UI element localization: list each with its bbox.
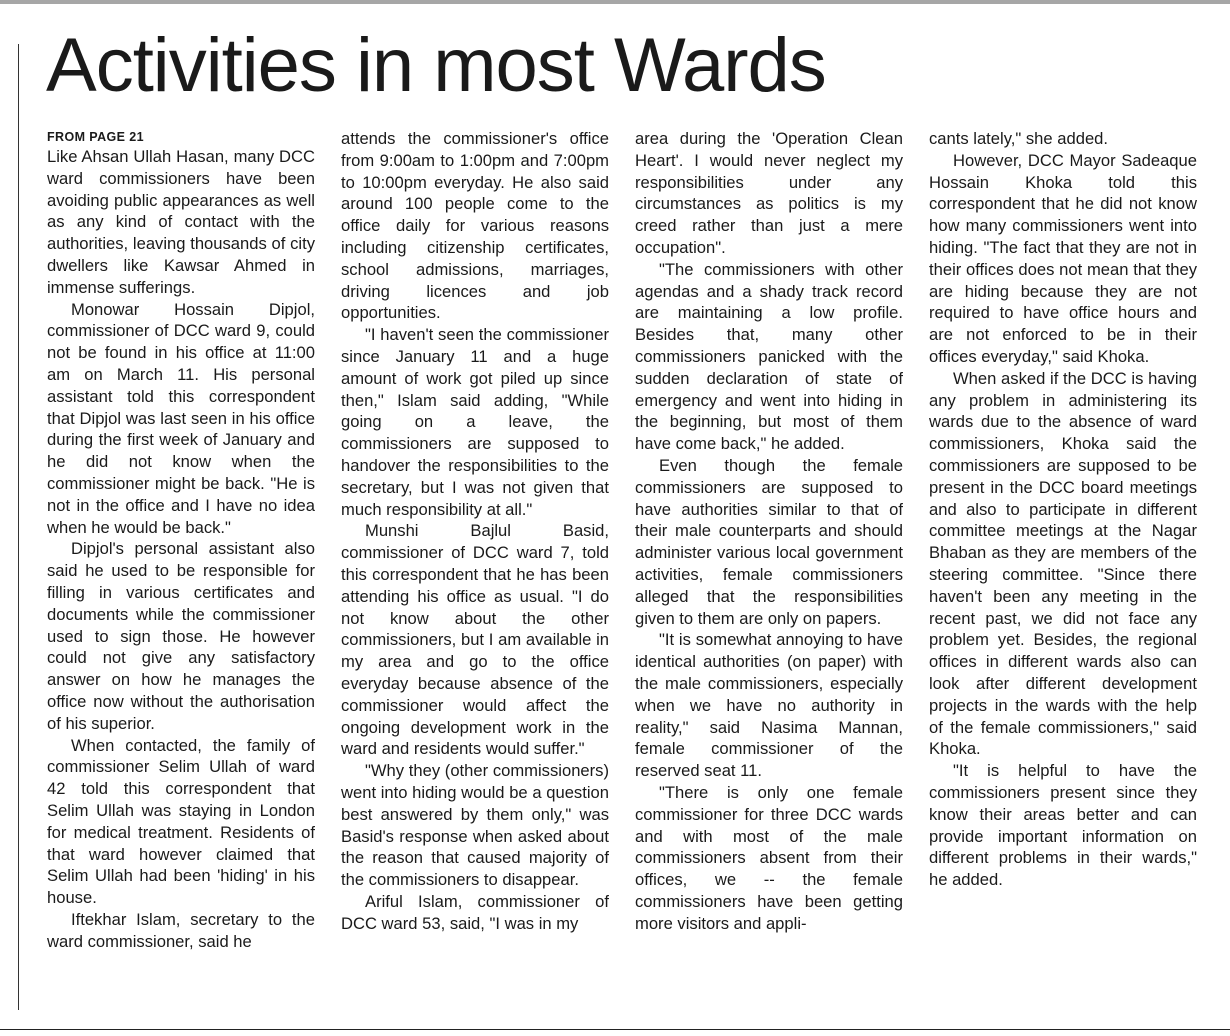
paragraph: "I haven't seen the commissioner since January 11 and a huge amount of work got piled up since then," Islam said adding, "While going on a leave, the commissioners are supposed to handover the responsibilities to the secretary, but I was not given that much responsibility at all." <box>341 325 609 519</box>
jump-line: FROM PAGE 21 <box>47 130 144 144</box>
paragraph: However, DCC Mayor Sadeaque Hossain Khoka told this correspondent that he did not know how many commissioners went into hiding. "The fact that they are not in their offices does not mean that they are hiding because they are not required to have office hours and are not enforced to be in their offices everyday," said Khoka. <box>929 150 1197 366</box>
paragraph: When asked if the DCC is having any problem in administering its wards due to the absence of ward commissioners, Khoka said the commissioners are supposed to be present in the DCC board meetings and also to participate in different committee meetings at the Nagar Bhaban as they are members of the steering committee. "Since there haven't been any meeting in the recent past, we did not face any problem yet. Besides, the regional offices in different wards also can look after different development projects in the wards with the help of the female commissioners," said Khoka. <box>929 368 1197 759</box>
left-column-rule <box>18 44 19 1010</box>
article-column-3 <box>635 128 903 1018</box>
article-column-4 <box>929 128 1197 1018</box>
paragraph: "Why they (other commissioners) went into hiding would be a question best answered by them only," was Basid's response when asked about the reason that caused majority of the commissioners to disappear. <box>341 761 609 890</box>
top-rule <box>0 0 1230 4</box>
paragraph: "It is somewhat annoying to have identical authorities (on paper) with the male commissioners, especially when we have no authority in reality," said Nasima Mannan, female commissioner of the reserved seat 11. <box>635 630 903 781</box>
paragraph: Ariful Islam, commissioner of DCC ward 53, said, "I was in my <box>341 891 609 933</box>
paragraph: area during the 'Operation Clean Heart'. I would never neglect my responsibilities under any circumstances as politics is my creed rather than just a mere occupation". <box>635 129 903 257</box>
paragraph: Munshi Bajlul Basid, commissioner of DCC ward 7, told this correspondent that he has been attending his office as usual. "I do not know about the other commissioners, but I am available in my area and go to the office everyday because absence of the commissioner would affect the ongoing development work in the ward and residents would suffer." <box>341 521 609 759</box>
bottom-rule <box>0 1029 1230 1030</box>
article-column-2 <box>341 128 609 1018</box>
paragraph: Iftekhar Islam, secretary to the ward commissioner, said he <box>47 909 315 951</box>
paragraph: "There is only one female commissioner for three DCC wards and with most of the male commissioners absent from their offices, we -- the female commissioners have been getting more visitors and appli- <box>635 782 903 933</box>
paragraph: cants lately," she added. <box>929 129 1109 148</box>
paragraph: attends the commissioner's office from 9:00am to 1:00pm and 7:00pm to 10:00pm everyday. He also said around 100 people come to the office daily for various reasons including citizenship certificates, school admissions, marriages, driving licences and job opportunities. <box>341 129 609 323</box>
paragraph: Even though the female commissioners are supposed to have authorities similar to that of their male counterparts and should administer various local government activities, female commissioners alleged that the responsibilities given to them are only on papers. <box>635 455 903 628</box>
paragraph: When contacted, the family of commissioner Selim Ullah of ward 42 told this correspondent that Selim Ullah was staying in London for medical treatment. Residents of that ward however claimed that Selim Ullah had been 'hiding' in his house. <box>47 735 315 908</box>
paragraph: Like Ahsan Ullah Hasan, many DCC ward commissioners have been avoiding public appearances as well as any kind of contact with the authorities, leaving thousands of city dwellers like Kawsar Ahmed in immense sufferings. <box>47 147 315 297</box>
paragraph: Monowar Hossain Dipjol, commissioner of DCC ward 9, could not be found in his office at 11:00 am on March 11. His personal assistant told this correspondent that Dipjol was last seen in his office during the first week of January and he did not know when the commissioner might be back. "He is not in the office and I have no idea when he would be back." <box>47 299 315 537</box>
paragraph: Dipjol's personal assistant also said he used to be responsible for filling in various certificates and documents while the commissioner used to sign those. He however could not give any satisfactory answer on how he manages the office now without the authorisation of his superior. <box>47 539 315 733</box>
headline: Activities in most Wards <box>46 23 826 108</box>
paragraph: "The commissioners with other agendas and a shady track record are maintaining a low profile. Besides that, many other commissioners panicked with the sudden declaration of state of emergency and went into hiding in the beginning, but most of them have come back," he added. <box>635 259 903 454</box>
paragraph: "It is helpful to have the commissioners present since they know their areas better and can provide important information on different problems in their wards," he added. <box>929 761 1197 890</box>
article-column-1 <box>47 128 315 1018</box>
